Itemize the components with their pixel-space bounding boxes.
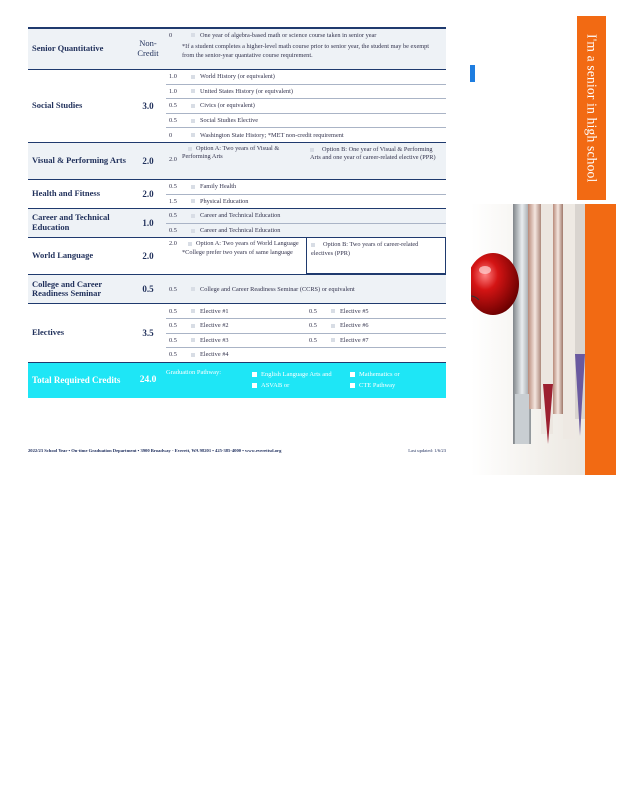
elective-line — [166, 319, 446, 334]
course-label: Elective #1 — [200, 307, 229, 315]
row-name: Senior Quantitative — [32, 43, 104, 54]
row-world-language — [28, 238, 446, 275]
checkbox-icon — [191, 133, 195, 137]
row-credit: 1.0 — [142, 218, 154, 229]
course-label: Elective #7 — [340, 336, 369, 344]
footer — [28, 448, 446, 453]
checkbox-icon — [311, 243, 315, 247]
checkbox-icon — [191, 324, 195, 328]
course-label: One year of algebra-based math or science course taken in senior year — [200, 31, 377, 39]
elective-line — [166, 334, 446, 349]
elective-line — [166, 304, 446, 319]
course-line — [166, 195, 446, 209]
course-label: College and Career Readiness Seminar (CCRS) or equivalent — [200, 285, 355, 293]
row-name: Career and Technical Education — [32, 212, 110, 233]
option-b-text: Option B: One year of Visual & Performing Arts and one year of career-related elective (PPR) — [310, 145, 436, 162]
credit-num: 0.5 — [309, 307, 317, 315]
checkbox-icon — [191, 89, 195, 93]
course-label: Civics (or equivalent) — [200, 102, 255, 110]
course-label: Elective #6 — [340, 322, 369, 330]
checkbox-icon — [191, 229, 195, 233]
course-line — [166, 224, 446, 238]
course-label: Washington State History; *MET non-credit requirement — [200, 131, 344, 139]
last-updated: Last updated: 1/6/23 — [408, 448, 446, 453]
option-a — [166, 143, 306, 179]
row-details — [166, 209, 446, 237]
option-b — [306, 143, 446, 179]
checkbox-icon — [350, 372, 355, 377]
row-name: College and Career Readiness Seminar — [32, 278, 103, 299]
course-line — [166, 180, 446, 195]
checkbox-icon — [191, 75, 195, 79]
row-name: Electives — [32, 327, 65, 338]
checkbox-icon — [191, 309, 195, 313]
total-label: Total Required Credits — [32, 375, 121, 386]
row-details — [166, 29, 446, 69]
credit-num: 0.5 — [169, 351, 177, 359]
credit-num: 0.5 — [169, 212, 177, 220]
credit-num: 0.5 — [169, 322, 177, 330]
course-label: Elective #2 — [200, 322, 229, 330]
graduation-pathway — [166, 363, 446, 398]
credit-num: 1.5 — [169, 197, 177, 205]
course-line — [166, 99, 446, 114]
credit-num: 0.5 — [169, 336, 177, 344]
row-name: Visual & Performing Arts — [32, 155, 126, 166]
row-credit: Non-Credit — [137, 38, 159, 58]
credit-num: 2.0 — [169, 240, 177, 248]
checkbox-icon — [191, 119, 195, 123]
credit-num: 0.5 — [169, 307, 177, 315]
row-name: Health and Fitness — [32, 188, 101, 199]
credit-num: 1.0 — [169, 87, 177, 95]
option-a — [166, 238, 306, 274]
pathway-option: Mathematics or — [359, 370, 400, 378]
apple-pencils-photo — [471, 204, 616, 475]
row-career-technical — [28, 209, 446, 238]
checkbox-icon — [331, 338, 335, 342]
checkbox-icon — [252, 372, 257, 377]
footer-info: 2022/23 School Year • On-time Graduation Department • 3900 Broadway - Everett, WA 98201 • 425-385-4000 • www.everettsd.org — [28, 448, 282, 453]
row-social-studies — [28, 70, 446, 143]
total-required-credits-row — [28, 363, 446, 398]
credit-num: 1.0 — [169, 73, 177, 81]
checkbox-icon — [191, 104, 195, 108]
course-line — [166, 128, 446, 142]
course-line — [166, 209, 446, 224]
row-credit: 2.0 — [142, 155, 154, 166]
row-credit: 3.0 — [142, 100, 154, 111]
row-details — [166, 143, 446, 179]
pathway-option: English Language Arts and — [261, 370, 332, 378]
row-senior-quantitative — [28, 29, 446, 70]
pathway-option: CTE Pathway — [359, 381, 396, 389]
option-a-text: Option A: Two years of Visual & Performing Arts — [182, 144, 280, 161]
checkbox-icon — [191, 185, 195, 189]
side-banner — [577, 16, 606, 200]
course-label: World History (or equivalent) — [200, 73, 275, 81]
exemption-note: *If a student completes a higher-level math course prior to senior year, the student may be exempt from the senior-year quantative course requirement. — [182, 43, 430, 59]
row-details — [166, 180, 446, 208]
blue-accent-bar — [470, 65, 475, 82]
course-label: United States History (or equivalent) — [200, 87, 294, 95]
course-label: Family Health — [200, 183, 237, 191]
row-name: World Language — [32, 250, 94, 261]
credit-num: 0.5 — [169, 227, 177, 235]
credit-num: 0.5 — [169, 285, 177, 293]
checkbox-icon — [191, 214, 195, 218]
course-label: Social Studies Elective — [200, 117, 259, 125]
row-credit: 2.0 — [142, 251, 154, 262]
credit-num: 0 — [169, 131, 173, 139]
checkbox-icon — [331, 309, 335, 313]
checkbox-icon — [191, 338, 195, 342]
course-line — [166, 85, 446, 100]
course-label: Career and Technical Education — [200, 212, 281, 220]
checkbox-icon — [191, 287, 195, 291]
row-details — [166, 275, 446, 303]
course-label: Career and Technical Education — [200, 227, 281, 235]
course-label: Elective #5 — [340, 307, 369, 315]
credit-num: 0.5 — [309, 336, 317, 344]
graduation-requirements-table — [28, 27, 446, 398]
credit-num: 0.5 — [169, 117, 177, 125]
credit-num: 2.0 — [169, 155, 177, 163]
checkbox-icon — [331, 324, 335, 328]
row-details — [166, 238, 446, 274]
pathway-option: ASVAB or — [261, 381, 290, 389]
row-visual-performing-arts — [28, 143, 446, 180]
row-details — [166, 70, 446, 142]
pathway-label: Graduation Pathway: — [166, 368, 222, 376]
checkbox-icon — [252, 383, 257, 388]
row-college-career-readiness — [28, 275, 446, 304]
course-label: Elective #3 — [200, 336, 229, 344]
checkbox-icon — [191, 33, 195, 37]
side-banner-text: I'm a senior in high school — [584, 33, 600, 183]
total-credit: 24.0 — [139, 375, 157, 386]
row-health-fitness — [28, 180, 446, 209]
option-b — [306, 238, 446, 274]
credit-num: 0.5 — [309, 322, 317, 330]
course-label: Elective #4 — [200, 351, 229, 359]
elective-line — [166, 348, 446, 362]
row-credit: 3.5 — [142, 327, 154, 338]
row-credit: 0.5 — [142, 284, 154, 295]
option-a-text: Option A: Two years of World Language *College prefer two years of same language — [182, 240, 299, 256]
row-name: Social Studies — [32, 100, 83, 111]
checkbox-icon — [191, 199, 195, 203]
checkbox-icon — [191, 353, 195, 357]
checkbox-icon — [350, 383, 355, 388]
row-credit: 2.0 — [142, 188, 154, 199]
checkbox-icon — [310, 148, 314, 152]
option-b-text: Option B: Two years of career-related electives (PPR) — [311, 241, 419, 257]
course-line — [166, 114, 446, 129]
course-line — [166, 70, 446, 85]
row-electives — [28, 304, 446, 362]
credit-num: 0.5 — [169, 102, 177, 110]
credit-num: 0 — [169, 31, 173, 39]
credit-num: 0.5 — [169, 183, 177, 191]
course-label: Physical Education — [200, 197, 249, 205]
row-details — [166, 304, 446, 361]
